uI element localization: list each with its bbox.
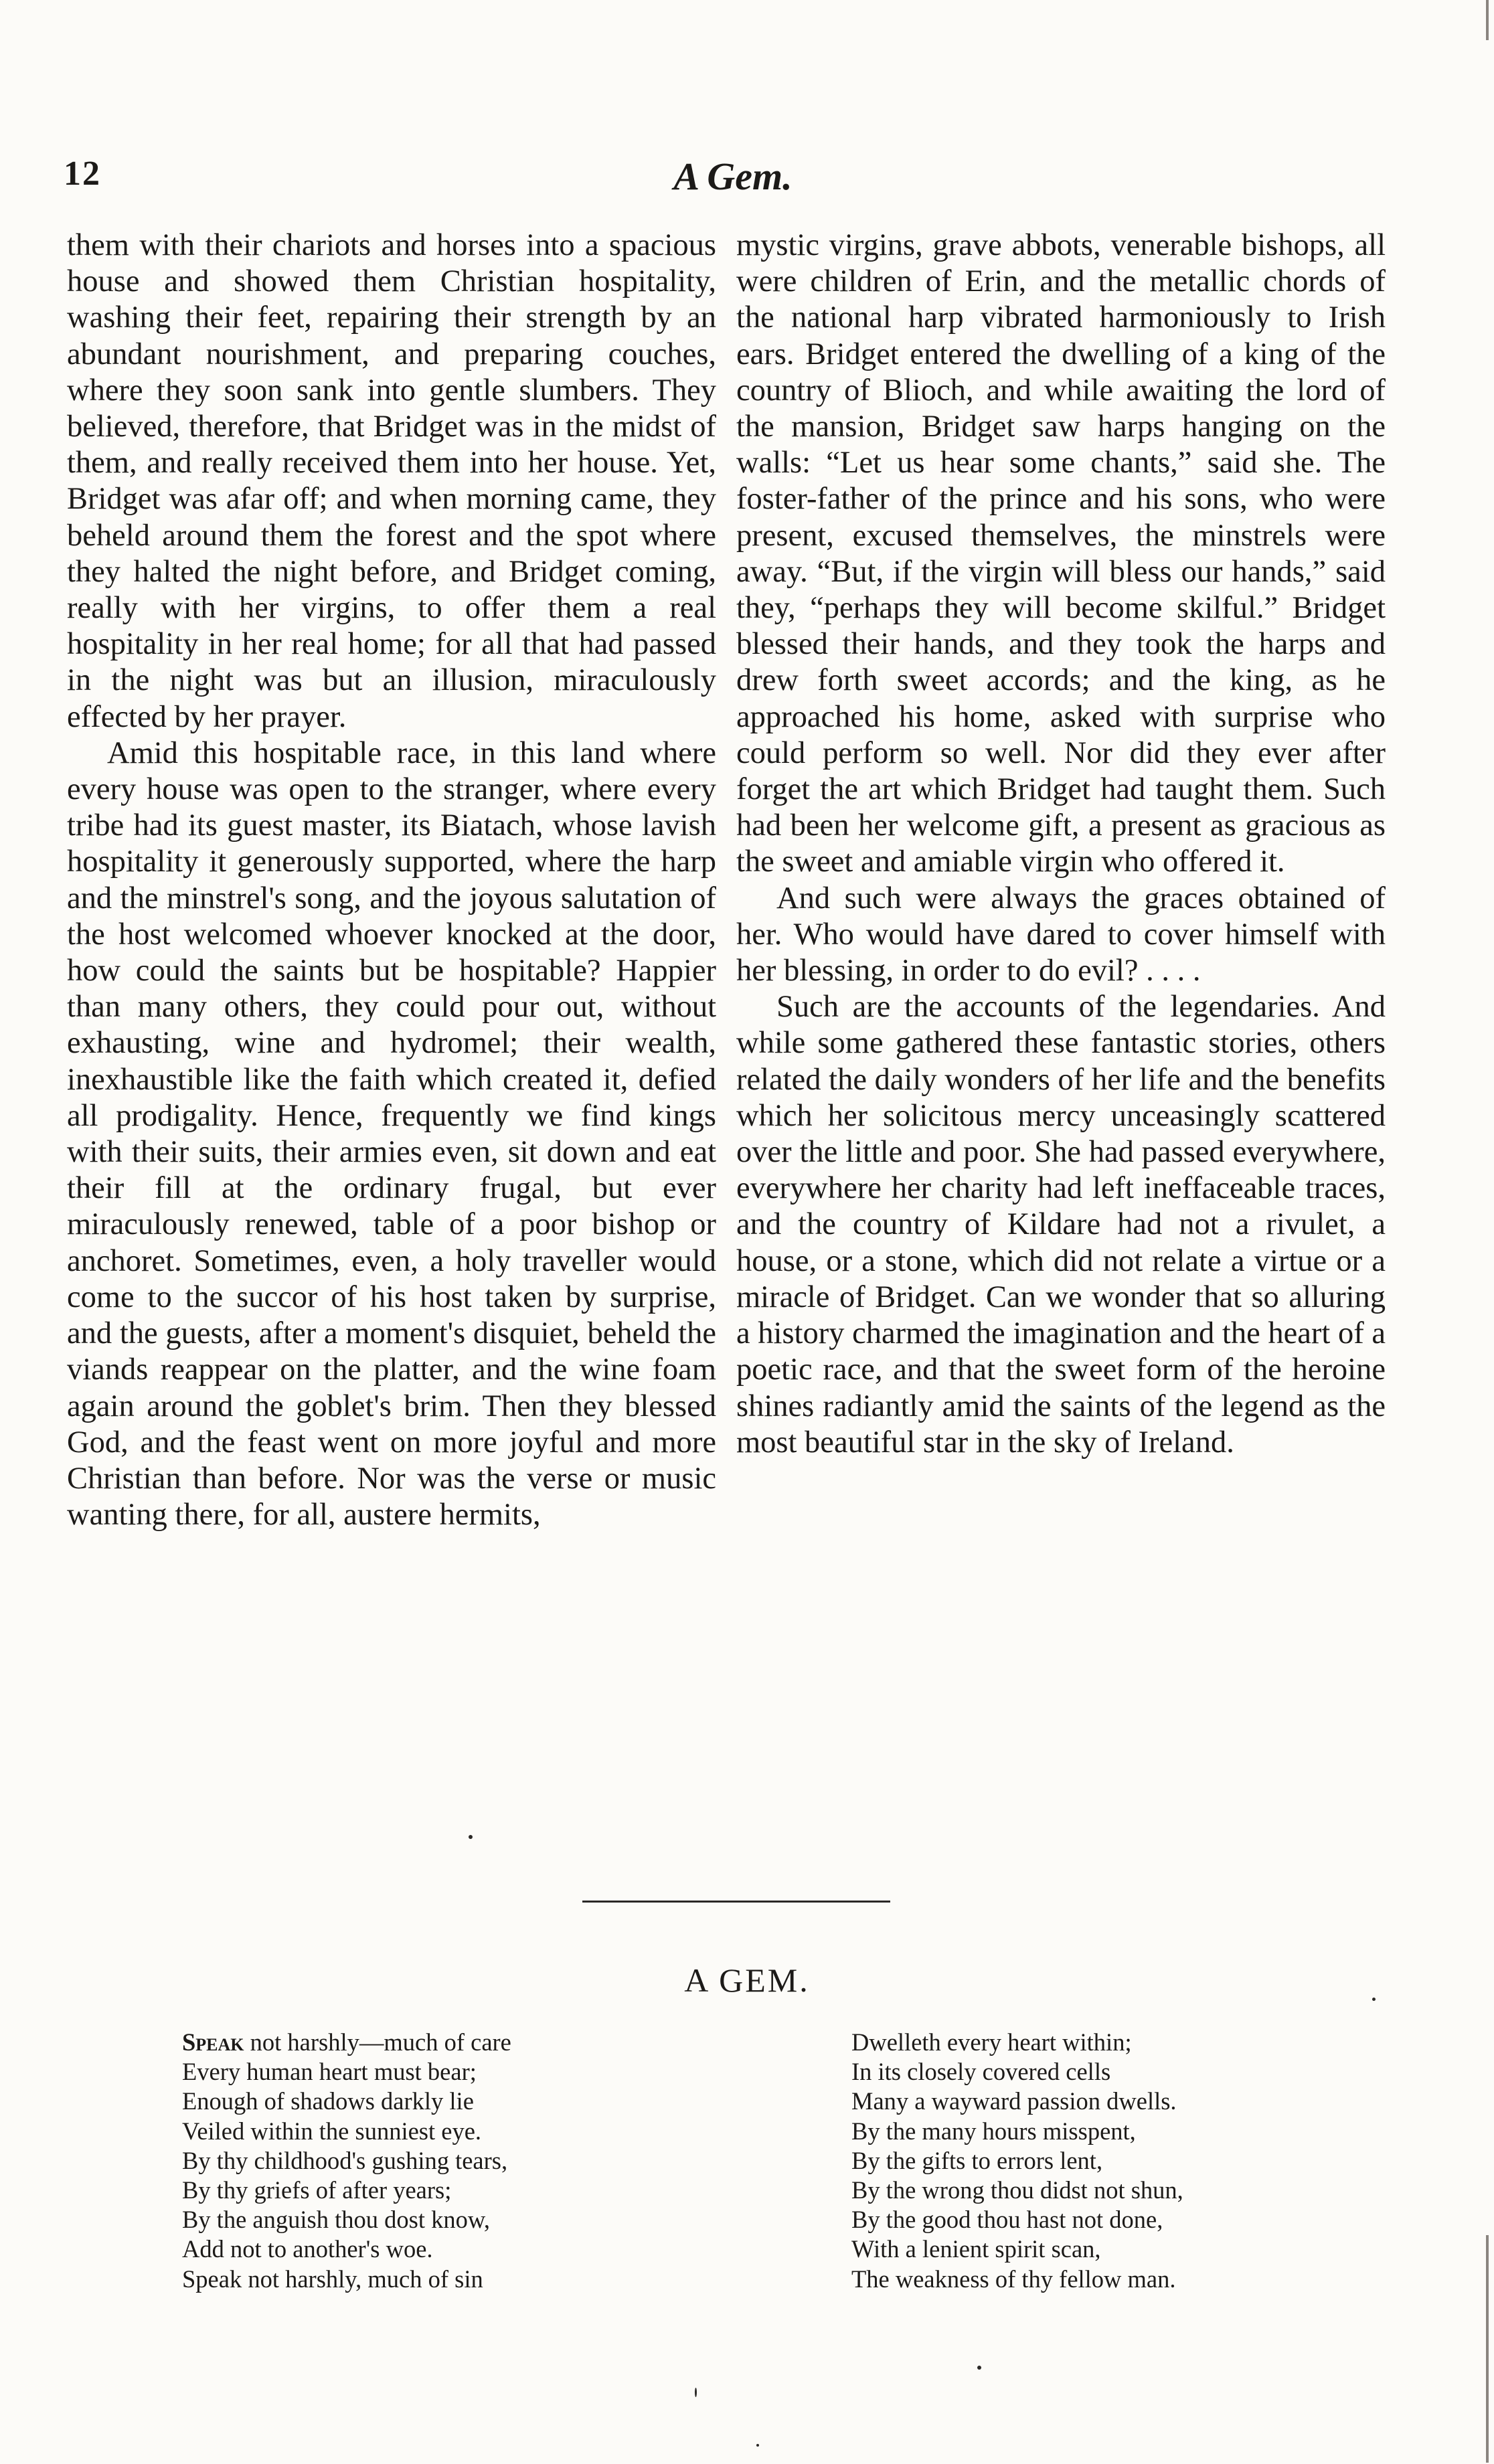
poem-line: By thy griefs of after years; bbox=[182, 2176, 452, 2204]
poem-line: Enough of shadows darkly lie bbox=[182, 2087, 474, 2115]
page-edge-shadow bbox=[1486, 0, 1489, 40]
poem-line: By the good thou hast not done, bbox=[851, 2206, 1163, 2234]
poem-stanza-right bbox=[851, 2028, 1454, 2294]
poem-line: Veiled within the sunniest eye. bbox=[182, 2117, 482, 2145]
paragraph: Amid this hospitable race, in this land where every house was open to the stranger, where every tribe had its guest master, its Biatach, whose lavish hospitality it generously supported, where the harp and the minstrel's song, and the joyous salutation of the host welcomed whoever knocked at the door, how could the saints but be hospitable? Happier than many others, they could pour out, without exhausting, wine and hydromel; their wealth, inexhaustible like the faith which created it, defied all prodigality. Hence, frequently we find kings with their suits, their armies even, sit down and eat their fill at the ordinary frugal, but ever miraculously renewed, table of a poor bishop or anchoret. Sometimes, even, a holy traveller would come to the succor of his host taken by surprise, and the guests, after a moment's disquiet, beheld the viands reappear on the platter, and the wine foam again around the goblet's brim. Then they blessed God, and the feast went on more joyful and more Christian than before. Nor was the verse or music wanting there, for all, austere hermits, bbox=[67, 735, 716, 1532]
section-divider bbox=[582, 1901, 890, 1903]
poem-line: By thy childhood's gushing tears, bbox=[182, 2146, 508, 2174]
poem-line: Add not to another's woe. bbox=[182, 2235, 433, 2263]
poem-line: The weakness of thy fellow man. bbox=[851, 2265, 1176, 2293]
poem-line: By the anguish thou dost know, bbox=[182, 2206, 490, 2234]
poem-line: Dwelleth every heart within; bbox=[851, 2028, 1132, 2056]
left-column bbox=[67, 228, 716, 1533]
paragraph: mystic virgins, grave abbots, venerable bishops, all were children of Erin, and the metallic chords of the national harp vibrated harmoniously to Irish ears. Bridget entered the dwelling of a king of the country of Blioch, and while awaiting the lord of the mansion, Bridget saw harps hanging on the walls: “Let us hear some chants,” said she. The foster-father of the prince and his sons, who were present, excused themselves, the minstrels were away. “But, if the virgin will bless our hands,” said they, “perhaps they will become skilful.” Bridget blessed their hands, and they took the harps and drew forth sweet accords; and the king, as he approached his home, asked with surprise who could perform so well. Nor did they ever after forget the art which Bridget had taught them. Such had been her welcome gift, a present as gracious as the sweet and amiable virgin who offered it. bbox=[736, 228, 1386, 879]
poem-line: Every human heart must bear; bbox=[182, 2058, 477, 2086]
poem-title: A GEM. bbox=[684, 1961, 810, 1999]
poem-line: By the wrong thou didst not shun, bbox=[851, 2176, 1183, 2204]
page-edge-shadow bbox=[1486, 2235, 1489, 2463]
running-head bbox=[64, 154, 1402, 207]
scan-speck bbox=[695, 2388, 697, 2397]
scan-speck bbox=[756, 2444, 759, 2447]
poem-first-word: Speak bbox=[182, 2028, 244, 2056]
poem-line: By the many hours misspent, bbox=[851, 2117, 1136, 2145]
scan-speck bbox=[469, 1835, 473, 1839]
scan-speck bbox=[1372, 1998, 1376, 2001]
running-title: A Gem. bbox=[673, 155, 793, 198]
poem-line: By the gifts to errors lent, bbox=[851, 2146, 1103, 2174]
right-column bbox=[736, 228, 1386, 1461]
scan-speck bbox=[977, 2366, 981, 2370]
poem-line: In its closely covered cells bbox=[851, 2058, 1111, 2086]
paragraph: And such were always the graces obtained of her. Who would have dared to cover himself with her blessing, in order to do evil? . . . . bbox=[736, 881, 1386, 988]
poem-stanza-left bbox=[182, 2028, 784, 2294]
poem-line: Speak not harshly, much of sin bbox=[182, 2265, 483, 2293]
paragraph: Such are the accounts of the legendaries. And while some gathered these fantastic stories, others related the daily wonders of her life and the benefits which her solicitous mercy unceasingly scattered over the little and poor. She had passed everywhere, everywhere her charity had left ineffaceable traces, and the country of Kildare had not a rivulet, a house, or a stone, which did not relate a virtue or a miracle of Bridget. Can we wonder that so alluring a history charmed the imagination and the heart of a poetic race, and that the sweet form of the heroine shines radiantly amid the saints of the legend as the most beautiful star in the sky of Ireland. bbox=[736, 990, 1386, 1460]
paragraph: them with their chariots and horses into a spacious house and showed them Christian hospitality, washing their feet, repairing their strength by an abundant nourishment, and preparing couches, where they soon sank into gentle slumbers. They believed, therefore, that Bridget was in the midst of them, and really received them into her house. Yet, Bridget was afar off; and when morning came, they beheld around them the forest and the spot where they halted the night before, and Bridget coming, really with her virgins, to offer them a real hospitality in her real home; for all that had passed in the night was but an illusion, miraculously effected by her prayer. bbox=[67, 228, 716, 734]
poem-line: With a lenient spirit scan, bbox=[851, 2235, 1101, 2263]
page-number: 12 bbox=[64, 155, 101, 193]
poem-line: Many a wayward passion dwells. bbox=[851, 2087, 1177, 2115]
poem-line: Speak not harshly—much of care bbox=[182, 2028, 511, 2056]
